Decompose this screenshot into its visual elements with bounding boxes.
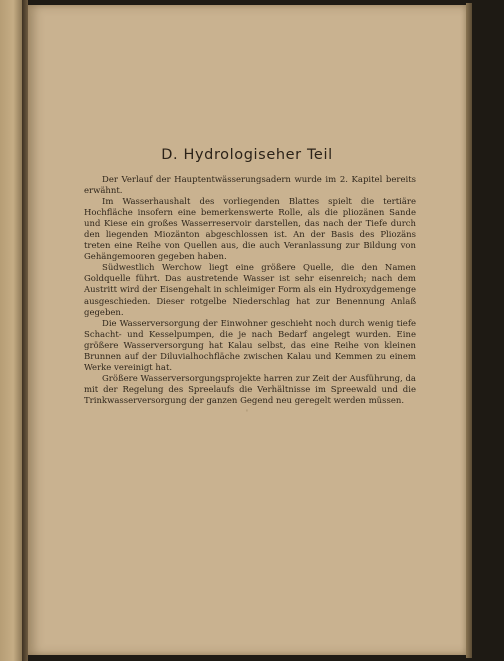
paragraph: Südwestlich Werchow liegt eine größere Quelle, die den Namen Goldquelle führt. Das austretende Wasser ist sehr eisenreich; nach dem Austritt wird der Eisengehalt in schleimiger Form als ein Hydroxydgemenge ausgeschieden. Dieser rotgelbe Niederschlag hat zur Benennung Anlaß gegeben.	[84, 263, 416, 318]
paragraph: Größere Wasserversorgungsprojekte harren zur Zeit der Ausführung, da mit der Regelung des Spreelaufs die Verhältnisse im Spreewald und die Trinkwasserversorgung der ganzen Gegend neu geregelt werden müssen.	[84, 373, 416, 406]
page-edge	[466, 3, 472, 658]
facing-page-edge	[0, 0, 22, 661]
body-text	[84, 175, 416, 407]
paragraph: Der Verlauf der Hauptentwässerungsadern wurde im 2. Kapitel bereits erwähnt.	[84, 175, 416, 197]
footer-mark: '	[246, 409, 248, 417]
section-heading: D. Hydrologiseher Teil	[161, 147, 333, 163]
paragraph: Die Wasserversorgung der Einwohner geschieht noch durch wenig tiefe Schacht- und Kesselpumpen, die je nach Bedarf angelegt wurden. Eine größere Wasserversorgung hat Kalau selbst, das eine Reihe von kleinen Brunnen auf der Diluvialhochfläche zwischen Kalau und Kemmen zu einem Werke vereinigt hat.	[84, 318, 416, 373]
paragraph: Im Wasserhaushalt des vorliegenden Blattes spielt die tertiäre Hochfläche insofern eine bemerkenswerte Rolle, als die pliozänen Sande und Kiese ein großes Wasserreservoir darstellen, das nach der Tiefe durch den liegenden Miozänton abgeschlossen ist. An der Basis des Pliozäns treten eine Reihe von Quellen aus, die auch Veranlassung zur Bildung von Gehängemooren gegeben haben.	[84, 197, 416, 263]
document-page	[28, 5, 466, 655]
